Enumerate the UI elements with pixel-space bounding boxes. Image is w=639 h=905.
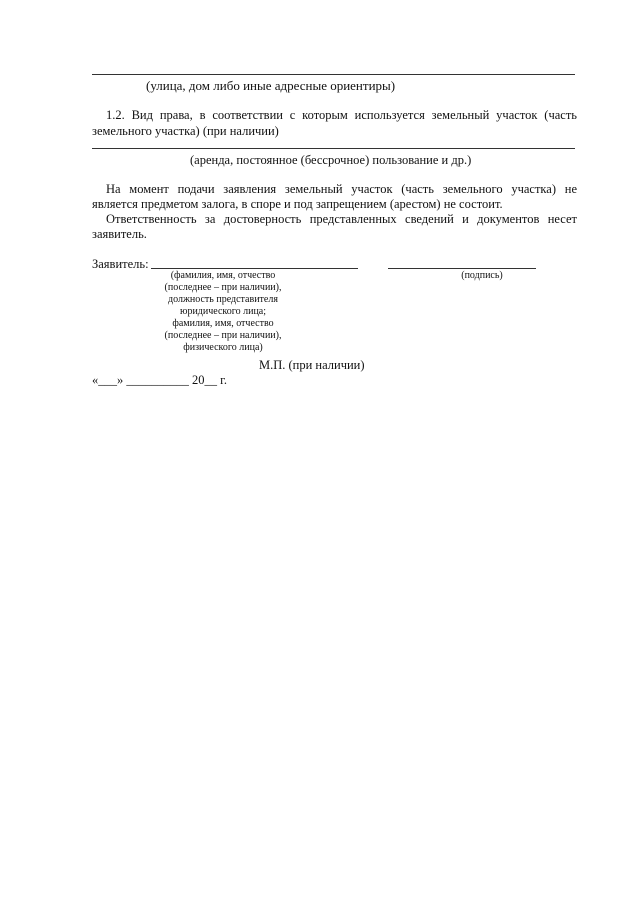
right-type-line bbox=[92, 148, 575, 149]
name-caption-line: физического лица) bbox=[183, 342, 263, 353]
name-caption-line: фамилия, имя, отчество bbox=[172, 318, 274, 329]
item-1-2-line-1: 1.2. Вид права, в соответствии с которым используется земельный участок (часть bbox=[106, 108, 577, 122]
address-line bbox=[92, 74, 575, 75]
applicant-signature-line bbox=[388, 268, 536, 269]
name-caption-line: должность представителя bbox=[168, 294, 278, 305]
name-caption-line: (последнее – при наличии), bbox=[164, 282, 282, 293]
name-caption bbox=[150, 270, 296, 354]
stamp-caption: М.П. (при наличии) bbox=[259, 358, 365, 372]
name-caption-line: (фамилия, имя, отчество bbox=[170, 270, 276, 281]
responsibility-line-1: Ответственность за достоверность представленных сведений и документов несет bbox=[106, 212, 577, 226]
responsibility-line-2: заявитель. bbox=[92, 227, 147, 241]
right-type-caption: (аренда, постоянное (бессрочное) пользование и др.) bbox=[190, 153, 472, 167]
name-caption-line: (последнее – при наличии), bbox=[164, 330, 282, 341]
signature-caption: (подпись) bbox=[461, 270, 503, 281]
item-1-2-line-2: земельного участка) (при наличии) bbox=[92, 124, 279, 138]
applicant-name-line bbox=[151, 268, 358, 269]
statement-line-1: На момент подачи заявления земельный участок (часть земельного участка) не bbox=[106, 182, 577, 196]
applicant-label: Заявитель: bbox=[92, 257, 149, 271]
address-caption: (улица, дом либо иные адресные ориентиры) bbox=[146, 78, 396, 93]
date-line: «___» __________ 20__ г. bbox=[92, 373, 227, 387]
statement-line-2: является предметом залога, в споре и под запрещением (арестом) не состоит. bbox=[92, 197, 503, 211]
name-caption-line: юридического лица; bbox=[179, 306, 267, 317]
